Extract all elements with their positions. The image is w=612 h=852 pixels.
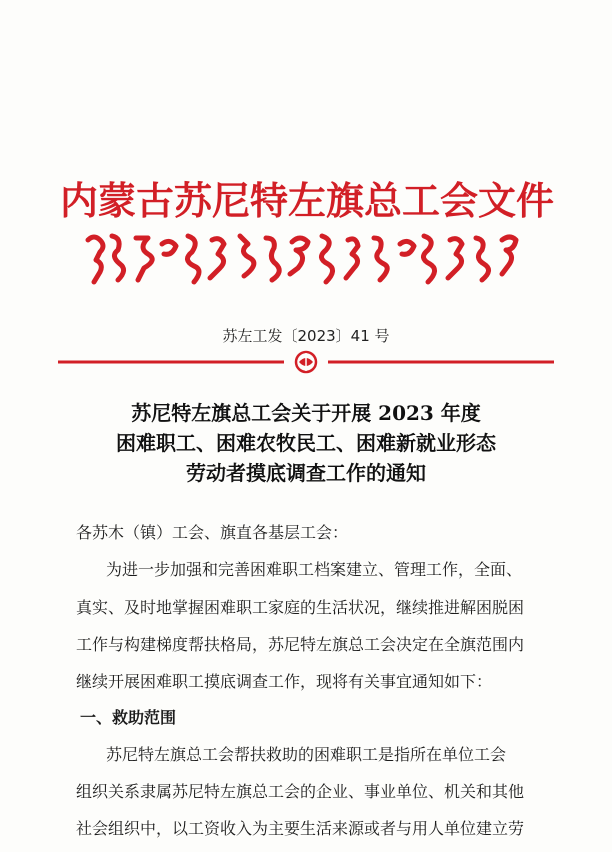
body-paragraph-line: 苏尼特左旗总工会帮扶救助的困难职工是指所在单位工会 xyxy=(106,745,507,764)
mongolian-script-logo xyxy=(78,226,534,292)
title-line: 困难职工、困难农牧民工、困难新就业形态 xyxy=(116,431,496,455)
body-paragraph-line: 工作与构建梯度帮扶格局，苏尼特左旗总工会决定在全旗范围内 xyxy=(76,635,525,654)
body-paragraph-line: 真实、及时地掌握困难职工家庭的生活状况，继续推进解困脱困 xyxy=(76,598,525,617)
red-divider-line xyxy=(58,350,554,374)
body-paragraph-line: 为进一步加强和完善困难职工档案建立、管理工作，全面、 xyxy=(106,560,523,579)
title-line: 苏尼特左旗总工会关于开展 2023 年度 xyxy=(131,401,481,425)
body-paragraph-line: 继续开展困难职工摸底调查工作，现将有关事宜通知如下： xyxy=(76,672,493,691)
salutation: 各苏木（镇）工会、旗直各基层工会： xyxy=(76,523,349,542)
title-line: 劳动者摸底调查工作的通知 xyxy=(186,461,426,485)
organization-header: 内蒙古苏尼特左旗总工会文件 xyxy=(60,178,555,223)
section-heading: 一、救助范围 xyxy=(80,708,177,727)
document-number: 苏左工发〔2023〕41 号 xyxy=(222,327,390,345)
notice-title xyxy=(60,398,552,488)
trade-union-emblem-icon xyxy=(296,352,316,372)
body-paragraph-line: 社会组织中，以工资收入为主要生活来源或者与用人单位建立劳 xyxy=(76,819,525,838)
body-paragraph-line: 组织关系隶属苏尼特左旗总工会的企业、事业单位、机关和其他 xyxy=(76,782,525,801)
